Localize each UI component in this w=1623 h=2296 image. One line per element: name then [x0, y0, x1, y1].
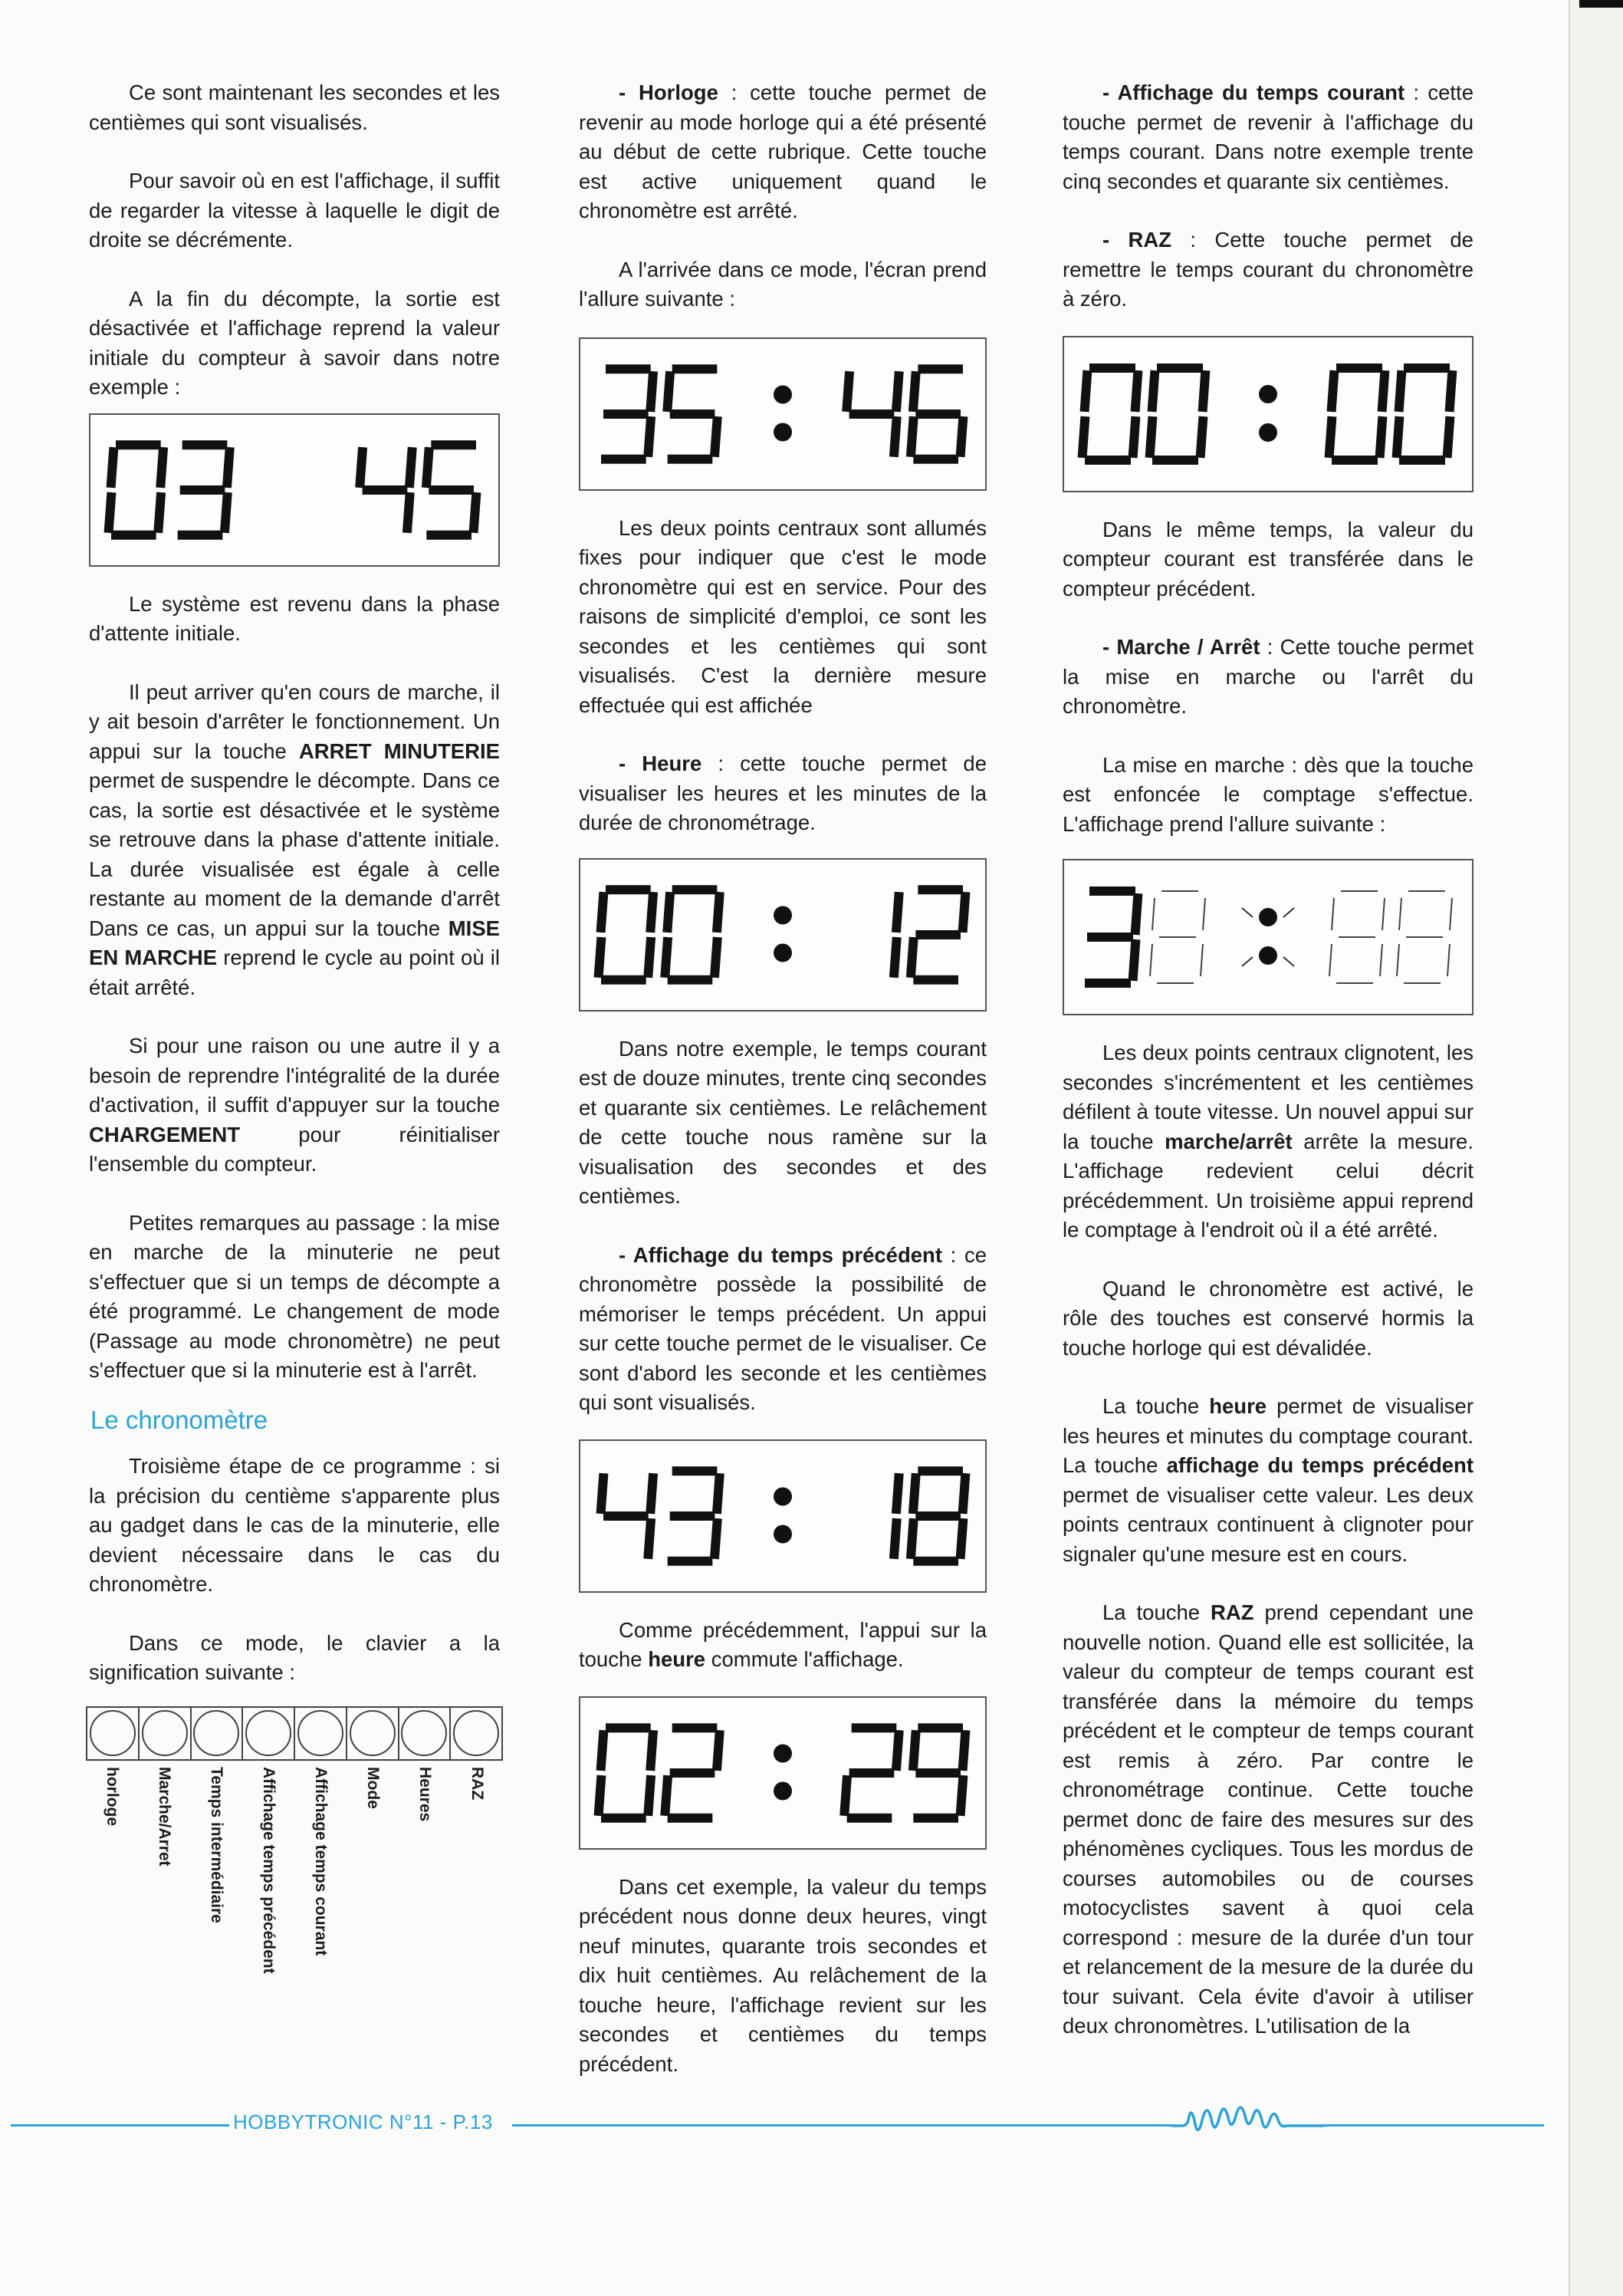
- colon-dot: [1259, 423, 1277, 442]
- footer-text: HOBBYTRONIC N°11 - P.13: [233, 2110, 493, 2133]
- segment-b: [651, 1478, 653, 1509]
- key-label: horloge: [103, 1766, 121, 1826]
- segment-c: [715, 1523, 717, 1554]
- keypad-diagram: [86, 1706, 503, 1761]
- segment-b: [651, 376, 653, 407]
- segment-e: [599, 942, 601, 973]
- segment-e: [1150, 421, 1152, 453]
- colon-dot: [774, 1487, 792, 1505]
- footer-rule-center: [512, 2124, 1171, 2127]
- segment-f: [601, 1478, 603, 1509]
- key-label: Temps intermédiaire: [208, 1766, 225, 1923]
- key-circle-icon: [193, 1710, 239, 1756]
- column-2: [579, 78, 987, 2108]
- segment-b: [963, 1735, 965, 1766]
- segment-c: [1380, 944, 1382, 976]
- segment-b: [896, 376, 899, 407]
- segment-b: [963, 896, 965, 928]
- segment-c: [961, 1523, 963, 1554]
- segment-e: [911, 942, 913, 973]
- segment-b: [896, 896, 899, 928]
- key-circle-icon: [142, 1710, 188, 1756]
- segment-e: [1397, 421, 1399, 453]
- key-mode: [347, 1706, 399, 1761]
- seven-segment-display: [579, 1439, 987, 1593]
- segment-b: [651, 1735, 653, 1766]
- segment-f: [1399, 898, 1401, 930]
- paragraph: Petites remarques au passage : la mise en marche de la minuterie ne peut s'effectuer que si un temps de décompte a été programmé. Le changement de mode (Passage au mode chronomètre) ne peut s'effectuer que si la minuterie est à l'arrêt.: [89, 1210, 500, 1382]
- segment-e: [1397, 944, 1399, 976]
- segment-e: [911, 421, 913, 452]
- segment-e: [1329, 421, 1332, 453]
- paragraph: Troisième étape de ce programme : si la précision du centième s'apparente plus au gadget dans le cas de la minuterie, elle devient nécessaire dans le cas du chronomètre.: [89, 1454, 500, 1596]
- colon-dot: [774, 1744, 792, 1762]
- segment-c: [474, 497, 476, 528]
- segment-f: [1332, 898, 1334, 930]
- paragraph: Il peut arriver qu'en cours de marche, il y ait besoin d'arrêter le fonctionnement. Un appui sur la touche ARRET MINUTERIE permet de suspendre le décompte. Dans ce cas, la sortie est désactivée et le système se retrouve dans la phase d'attente initiale. La durée visualisée est égale à celle restante au moment de la demande d'arrêt Dans ce cas, un appui sur la touche MISE EN MARCHE reprend le cycle au point où il était arrêté.: [89, 679, 500, 999]
- segment-b: [1382, 898, 1385, 930]
- seven-segment-display: [1063, 336, 1474, 492]
- page-footer: [0, 2097, 1623, 2143]
- key-label: Heures: [416, 1766, 434, 1821]
- segment-f: [668, 896, 670, 928]
- segment-c: [1380, 421, 1382, 453]
- segment-f: [426, 452, 429, 483]
- paragraph: Dans notre exemple, le temps courant est de douze minutes, trente cinq secondes et quarante six centièmes. Le relâchement de cette touche nous ramène sur la visualisation des secondes et des centièmes.: [579, 1036, 987, 1208]
- segment-c: [894, 942, 896, 973]
- segment-e: [109, 497, 111, 528]
- key-temps-intermediaire: [192, 1706, 244, 1761]
- segment-c: [961, 1780, 963, 1811]
- segment-b: [717, 1478, 719, 1509]
- segment-f: [601, 896, 603, 928]
- segment-b: [1203, 898, 1205, 930]
- paragraph: Dans ce mode, le clavier a la signification suivante :: [89, 1630, 500, 1684]
- waveform-logo-icon: [1171, 2097, 1325, 2143]
- segment-f: [668, 376, 670, 407]
- segment-e: [665, 1780, 668, 1811]
- segment-e: [599, 1780, 601, 1811]
- paragraph: - Marche / Arrêt : Cette touche permet la mise en marche ou l'arrêt du chronomètre.: [1063, 635, 1474, 718]
- colon-dot: [774, 1525, 792, 1543]
- segment-e: [1083, 421, 1085, 453]
- segment-b: [717, 896, 719, 928]
- segment-c: [1133, 944, 1135, 976]
- colon-dot: [774, 423, 792, 441]
- colon-dot: [774, 906, 792, 924]
- key-circle-icon: [350, 1710, 396, 1756]
- seven-segment-display: [89, 413, 500, 567]
- segment-b: [1382, 375, 1385, 407]
- key-label: Marche/Arret: [156, 1766, 173, 1867]
- segment-f: [913, 1478, 915, 1509]
- page-edge: [1569, 0, 1623, 2296]
- key-label: Affichage temps courant: [312, 1766, 330, 1956]
- paragraph: Pour savoir où en est l'affichage, il suffit de regarder la vitesse à laquelle le digit de droite se décrémente.: [89, 169, 500, 252]
- colon-dot: [1259, 385, 1277, 403]
- segment-f: [1152, 375, 1155, 407]
- segment-f: [847, 376, 849, 407]
- paragraph: Dans cet exemple, la valeur du temps précédent nous donne deux heures, vingt neuf minutes, quarante trois secondes et dix huit centièmes. Au relâchement de la touche heure, l'affichage revient sur les secondes et centièmes du temps précédent.: [579, 1874, 987, 2076]
- segment-c: [649, 942, 651, 973]
- footer-rule-left: [11, 2124, 229, 2127]
- colon-dot: [774, 1781, 792, 1800]
- paragraph: - Affichage du temps courant : cette touche permet de revenir à l'affichage du temps courant. Dans notre exemple trente cinq secondes et quarante six centièmes.: [1063, 81, 1474, 193]
- segment-e: [911, 1523, 913, 1554]
- key-marche-arret: [140, 1706, 192, 1761]
- segment-c: [159, 497, 161, 528]
- segment-f: [111, 452, 113, 483]
- segment-c: [961, 421, 963, 452]
- segment-b: [1135, 898, 1138, 930]
- paragraph: Ce sont maintenant les secondes et les centièmes qui sont visualisés.: [89, 81, 500, 134]
- segment-b: [1135, 375, 1138, 407]
- paragraph: Comme précédemment, l'appui sur la touche heure commute l'affichage.: [579, 1617, 987, 1671]
- segment-b: [717, 1735, 719, 1766]
- key-heures: [399, 1706, 452, 1761]
- key-affichage-temps-courant: [295, 1706, 347, 1761]
- segment-e: [1329, 944, 1332, 976]
- segment-b: [161, 452, 163, 483]
- segment-e: [1150, 944, 1152, 976]
- segment-c: [407, 497, 409, 528]
- key-affichage-temps-precedent: [243, 1706, 295, 1761]
- blink-ray: [1242, 957, 1253, 966]
- paragraph: Dans le même temps, la valeur du compteur courant est transférée dans le compteur précédent.: [1063, 517, 1474, 600]
- segment-b: [1203, 375, 1205, 407]
- paragraph: La touche RAZ prend cependant une nouvelle notion. Quand elle est sollicitée, la valeur du compteur de temps courant est transférée dans la mémoire du temps précédent et le compteur de temps courant est remis à zéro. Par contre le chronométrage continue. Cette touche permet donc de faire des mesures sur des phénomènes cycliques. Tous les mordus de courses automobiles ou de courses motocyclistes savent à quoi cela correspond : mesure de la durée d'un tour et relancement de la mesure de la durée du tour suivant. Cela évite d'avoir à utiliser deux chronomètres. L'utilisation de la: [1063, 1600, 1474, 2038]
- key-circle-icon: [297, 1710, 343, 1756]
- colon-dot: [1259, 908, 1277, 926]
- segment-c: [1201, 421, 1203, 453]
- column-1: [89, 78, 500, 1991]
- footer-rule-right: [1325, 2124, 1544, 2127]
- key-circle-icon: [401, 1710, 447, 1756]
- segment-f: [1399, 375, 1401, 407]
- keypad-labels: [86, 1761, 503, 1991]
- segment-b: [896, 1735, 899, 1766]
- segment-b: [1450, 375, 1452, 407]
- colon-dot: [774, 385, 792, 403]
- segment-f: [1332, 375, 1334, 407]
- key-circle-icon: [90, 1710, 136, 1756]
- segment-f: [1085, 375, 1087, 407]
- blink-ray: [1283, 908, 1294, 917]
- colon-dot: [774, 943, 792, 962]
- key-label: Mode: [364, 1766, 382, 1809]
- segment-f: [601, 1735, 603, 1766]
- segment-c: [1133, 421, 1135, 453]
- paragraph: - RAZ : Cette touche permet de remettre le temps courant du chronomètre à zéro.: [1063, 228, 1474, 311]
- column-3: [1063, 78, 1474, 2071]
- segment-c: [1447, 421, 1450, 453]
- paragraph: La touche heure permet de visualiser les heures et minutes du comptage courant. La touche affichage du temps précédent permet de visualiser cette valeur. Les deux points centraux continuent à clignoter pour signaler qu'une mesure est en cours.: [1063, 1394, 1474, 1566]
- paragraph: Quand le chronomètre est activé, le rôle des touches est conservé hormis la touche horloge qui est dévalidée.: [1063, 1276, 1474, 1360]
- blink-ray: [1283, 957, 1294, 966]
- section-heading: Le chronomètre: [90, 1405, 268, 1434]
- key-label: Affichage temps précédent: [260, 1766, 278, 1974]
- seven-segment-display: [579, 337, 987, 491]
- paragraph: A l'arrivée dans ce mode, l'écran prend l'allure suivante :: [579, 257, 987, 311]
- segment-c: [649, 421, 651, 452]
- segment-c: [649, 1523, 651, 1554]
- paragraph: La mise en marche : dès que la touche est enfoncée le comptage s'effectue. L'affichage prend l'allure suivante :: [1063, 752, 1474, 836]
- colon-dot: [1259, 946, 1277, 965]
- blink-ray: [1242, 908, 1253, 917]
- segment-c: [1447, 944, 1450, 976]
- seven-segment-display: [579, 858, 987, 1011]
- paragraph: Les deux points centraux clignotent, les secondes s'incrémentent et les centièmes défilent à toute vitesse. Un nouvel appui sur la touche marche/arrêt arrête la mesure. L'affichage redevient celui décrit précédemment. Un troisième appui reprend le comptage à l'endroit où il a été arrêté.: [1063, 1041, 1474, 1242]
- paragraph: Le système est revenu dans la phase d'attente initiale.: [89, 591, 500, 645]
- segment-c: [649, 1780, 651, 1811]
- segment-b: [227, 452, 229, 483]
- segment-c: [894, 421, 896, 452]
- segment-c: [1201, 944, 1203, 976]
- seven-segment-display-blinking: [1063, 859, 1474, 1015]
- segment-c: [715, 942, 717, 973]
- seven-segment-display: [579, 1696, 987, 1850]
- segment-f: [913, 376, 915, 407]
- key-label: RAZ: [468, 1766, 486, 1800]
- segment-e: [845, 1780, 847, 1811]
- segment-c: [715, 421, 717, 452]
- segment-c: [894, 1523, 896, 1554]
- segment-f: [1152, 898, 1155, 930]
- segment-b: [651, 896, 653, 928]
- segment-b: [1450, 898, 1452, 930]
- paragraph: Les deux points centraux sont allumés fixes pour indiquer que c'est le mode chronomètre qui est en service. Pour des raisons de simplicité d'emploi, ce sont les secondes et les centièmes qui sont visualisés. C'est la dernière mesure effectuée qui est affichée: [579, 515, 987, 717]
- paragraph: A la fin du décompte, la sortie est désactivée et l'affichage reprend la valeur initiale du compteur à savoir dans notre exemple :: [89, 286, 500, 399]
- paragraph: - Heure : cette touche permet de visualiser les heures et les minutes de la durée de chronométrage.: [579, 752, 987, 834]
- key-circle-icon: [453, 1710, 499, 1756]
- segment-e: [665, 942, 668, 973]
- key-raz: [451, 1706, 503, 1761]
- segment-c: [225, 497, 227, 528]
- paragraph: - Horloge : cette touche permet de revenir au mode horloge qui a été présenté au début de cette rubrique. Cette touche est active uniquement quand le chronomètre est arrêté.: [579, 81, 987, 222]
- key-circle-icon: [245, 1710, 291, 1756]
- segment-b: [409, 452, 412, 483]
- segment-f: [913, 1735, 915, 1766]
- paragraph: - Affichage du temps précédent : ce chronomètre possède la possibilité de mémoriser le temps précédent. Un appui sur cette touche permet de le visualiser. Ce sont d'abord les seconde et les centièmes qui sont visualisés.: [579, 1242, 987, 1414]
- segment-b: [963, 1478, 965, 1509]
- segment-f: [360, 452, 363, 483]
- paragraph: Si pour une raison ou une autre il y a besoin de reprendre l'intégralité de la durée d'activation, il suffit d'appuyer sur la touche CHARGEMENT pour réinitialiser l'ensemble du compteur.: [89, 1034, 500, 1176]
- key-horloge: [86, 1706, 140, 1761]
- segment-b: [896, 1478, 899, 1509]
- corner-mark: [1579, 0, 1623, 8]
